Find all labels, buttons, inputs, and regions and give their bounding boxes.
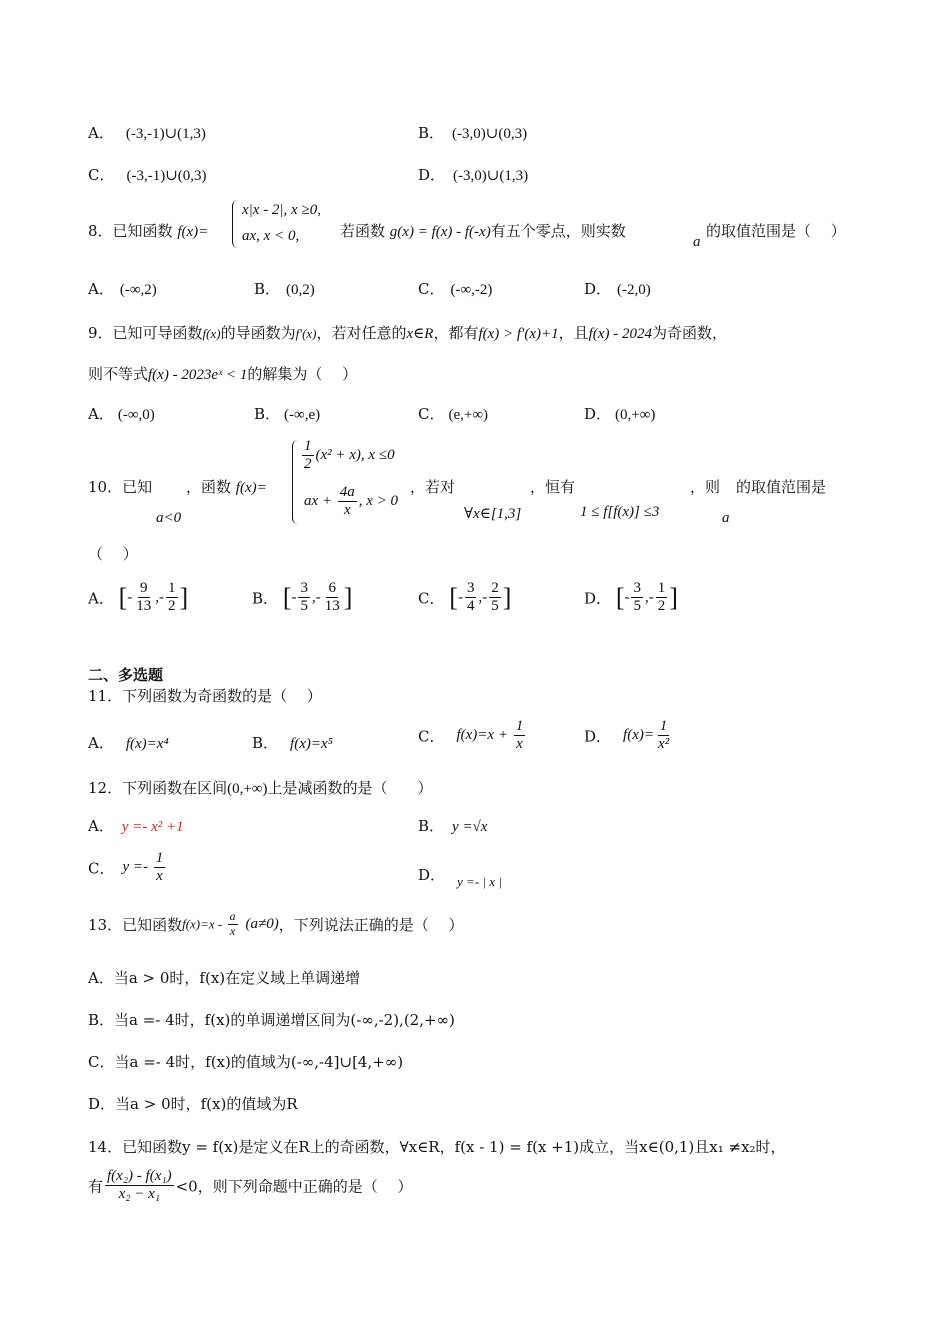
fraction-numerator: 4a xyxy=(338,484,357,502)
question-text: 有五个零点，则实数 xyxy=(490,222,626,240)
fraction-numerator: 1 xyxy=(514,718,526,736)
q10-option-b: B． [- $\frac{3}{5}$ ,- $\frac{6}{13}$ ] xyxy=(252,580,353,615)
option-value: (0,2) xyxy=(286,282,315,298)
interval: (0,+∞) xyxy=(227,781,268,797)
q10-option-c: C． [- $\frac{3}{4}$ ,- $\frac{2}{5}$ ] xyxy=(418,580,512,615)
option-label: D． xyxy=(418,166,446,184)
option-label: C． xyxy=(418,405,445,423)
math-fx: f(x)=x - xyxy=(182,916,226,932)
piecewise-case-1: x|x - 2|, x ≥0, xyxy=(242,202,321,218)
option-label: D． xyxy=(584,589,612,608)
fraction-denominator: 5 xyxy=(491,598,499,615)
q11-option-c xyxy=(418,718,527,754)
q7-option-a xyxy=(88,122,206,143)
fraction-numerator: 9 xyxy=(138,580,150,598)
fraction-denominator: 13 xyxy=(136,598,152,615)
question-text: 的解集为（ ） xyxy=(247,365,358,383)
option-label: B． xyxy=(254,280,281,298)
question-text: 12．下列函数在区间 xyxy=(88,779,228,797)
fraction-numerator: f(x₂) - f(x₁) xyxy=(105,1168,174,1186)
fraction-numerator: 1 xyxy=(166,580,178,598)
fraction-denominator: x xyxy=(156,868,163,885)
fraction-denominator: 2 xyxy=(304,456,312,473)
math-inequality: f(x) > f′(x)+1 xyxy=(478,326,559,342)
question-text: ，下列说法正确的是（ ） xyxy=(278,915,464,934)
bound-expr: 1 ≤ f[f(x)] ≤3 xyxy=(580,504,660,520)
question-text: 的导函数为 xyxy=(220,324,296,342)
q7-option-d xyxy=(418,164,528,185)
q12-option-c xyxy=(88,850,167,886)
question-text: ，都有 xyxy=(433,324,479,342)
case-expression: ax + xyxy=(304,493,336,510)
variable-a: a xyxy=(722,510,730,526)
fraction-numerator: 2 xyxy=(489,580,501,598)
q13-option-d: D．当a > 0时，f(x)的值域为R xyxy=(88,1095,298,1113)
math-fpx: f′(x) xyxy=(295,326,317,341)
option-label: A． xyxy=(88,280,114,298)
q8-stem-start xyxy=(88,220,208,241)
option-label: A． xyxy=(88,124,114,142)
option-value: f(x)=x⁵ xyxy=(290,736,333,752)
question-text: 若函数 xyxy=(340,222,386,240)
option-value: (-∞,2) xyxy=(119,282,157,298)
function-g: g(x) = f(x) - f(-x) xyxy=(389,224,491,240)
function-label: f(x)= xyxy=(235,480,267,496)
fraction-denominator: 2 xyxy=(657,598,666,615)
option-value: y =- xyxy=(122,859,152,876)
question-text: <0，则下列命题中正确的是（ ） xyxy=(175,1177,413,1196)
q12-option-d xyxy=(418,864,502,889)
q8-option-c xyxy=(418,278,492,299)
q10-function xyxy=(186,476,267,497)
q12-stem xyxy=(88,777,433,798)
q13-option-b: B．当a =- 4时，f(x)的单调递增区间为(-∞,-2),(2,+∞) xyxy=(88,1011,455,1029)
question-text: 11．下列函数为奇函数的是（ ） xyxy=(88,687,322,705)
q9-option-d xyxy=(584,403,655,424)
forall-expr: ∀x∈[1,3] xyxy=(464,506,522,522)
fraction-numerator: 1 xyxy=(154,850,166,868)
fraction-denominator: 4 xyxy=(466,598,475,615)
option-label: D． xyxy=(418,866,446,884)
q9-option-b xyxy=(254,403,320,424)
q7-option-b xyxy=(418,122,527,143)
option-label: C． xyxy=(418,589,445,608)
option-label: C． xyxy=(88,859,115,878)
option-value: (-3,0)∪(0,3) xyxy=(452,126,528,142)
fraction-denominator: x xyxy=(516,736,523,753)
option-label: D． xyxy=(584,405,612,423)
option-label: B． xyxy=(418,124,445,142)
q12-option-a xyxy=(88,815,184,836)
q13-option-c: C．当a =- 4时，f(x)的值域为(-∞,-4]∪[4,+∞) xyxy=(88,1053,404,1071)
option-label: A． xyxy=(88,589,114,608)
q8-option-d xyxy=(584,278,651,299)
option-value: (-2,0) xyxy=(617,282,651,298)
function-label: f(x)= xyxy=(177,224,209,240)
question-text: ，恒有 xyxy=(530,478,576,496)
question-text: ，函数 xyxy=(186,478,232,496)
condition-a: a<0 xyxy=(156,510,182,526)
question-text: 10．已知 xyxy=(88,478,153,496)
option-value: f(x)=x⁴ xyxy=(125,736,169,752)
section-heading: 二、多选题 xyxy=(88,666,164,684)
option-value: y =- x² +1 xyxy=(121,819,184,835)
fraction-numerator: 6 xyxy=(326,580,338,598)
fraction-numerator: 3 xyxy=(298,580,310,598)
option-value: f(x)= xyxy=(623,727,654,744)
q8-option-a xyxy=(88,278,157,299)
fraction-numerator: 1 xyxy=(656,580,668,598)
q9-option-c xyxy=(418,403,488,424)
condition: (a≠0) xyxy=(245,915,279,932)
question-text: 8．已知函数 xyxy=(88,222,173,240)
fraction-numerator: 3 xyxy=(631,580,643,598)
math-fx: f(x) xyxy=(202,326,221,341)
piecewise-brace xyxy=(232,200,241,248)
answer-paren: （ ） xyxy=(88,545,138,563)
question-text: 的取值范围是 xyxy=(736,478,827,496)
fraction-denominator: 2 xyxy=(168,598,176,615)
question-text: 则不等式 xyxy=(88,365,149,383)
option-value: (-∞,-2) xyxy=(450,282,493,298)
q9-line-1 xyxy=(88,322,727,343)
question-text: ，则 xyxy=(690,478,721,496)
option-value: (-3,-1)∪(0,3) xyxy=(126,168,207,184)
option-value: (-3,-1)∪(1,3) xyxy=(125,126,206,142)
option-value: f(x)=x + xyxy=(456,727,512,744)
option-label: A． xyxy=(88,405,114,423)
option-label: C． xyxy=(88,166,115,184)
q11-option-d xyxy=(584,718,673,754)
q9-option-a xyxy=(88,403,155,424)
fraction-denominator: 5 xyxy=(633,598,641,615)
q8-stem-end xyxy=(340,220,626,241)
option-label: C． xyxy=(418,727,445,746)
math-xr: x∈R xyxy=(406,326,434,342)
question-text: ，若对任意的 xyxy=(316,324,407,342)
q9-line-2 xyxy=(88,363,357,384)
q13-stem xyxy=(88,910,464,939)
fraction-numerator: 3 xyxy=(465,580,477,598)
option-label: B． xyxy=(254,405,281,423)
option-label: D． xyxy=(584,280,612,298)
question-text: ，若对 xyxy=(410,478,456,496)
option-value: (-∞,e) xyxy=(284,407,321,423)
option-label: D． xyxy=(584,727,612,746)
q13-option-a: A．当a > 0时，f(x)在定义域上单调递增 xyxy=(88,969,361,987)
question-text: 为奇函数， xyxy=(651,324,727,342)
option-value: (0,+∞) xyxy=(615,407,656,423)
option-label: B． xyxy=(252,589,279,608)
case-expression: (x² + x), x ≤0 xyxy=(315,447,395,464)
variable-a: a xyxy=(693,234,701,250)
fraction-denominator: 5 xyxy=(300,598,308,615)
question-text: ，且 xyxy=(558,324,589,342)
fraction-denominator: x² xyxy=(657,736,670,753)
q11-option-a xyxy=(88,732,169,753)
q10-option-a: A． [- $\frac{9}{13}$ ,- $\frac{1}{2}$ ] xyxy=(88,580,189,615)
piecewise-case-2 xyxy=(304,484,398,520)
q8-option-b xyxy=(254,278,315,299)
option-label: A． xyxy=(88,734,114,752)
piecewise-case-1 xyxy=(300,438,395,474)
option-value: (-∞,0) xyxy=(117,407,155,423)
q10-option-d: D． [- $\frac{3}{5}$ ,- $\frac{1}{2}$ ] xyxy=(584,580,678,615)
option-label: B． xyxy=(252,734,279,752)
question-text: 有 xyxy=(88,1177,104,1196)
question-text: 9．已知可导函数 xyxy=(88,324,203,342)
fraction-denominator: 13 xyxy=(324,598,340,615)
q14-line-1: 14．已知函数y = f(x)是定义在R上的奇函数，∀x∈R，f(x - 1) = f(x +1)成立，当x∈(0,1)且x₁ ≠x₂时， xyxy=(88,1138,786,1156)
piecewise-case-2: ax, x < 0, xyxy=(242,228,300,244)
q14-line-2 xyxy=(88,1168,412,1204)
question-text: 的取值范围是（ ） xyxy=(706,222,846,240)
math-inequality-2: f(x) - 2023eˣ < 1 xyxy=(148,367,248,383)
option-label: C． xyxy=(418,280,445,298)
fraction-numerator: 1 xyxy=(658,718,670,736)
math-odd: f(x) - 2024 xyxy=(588,326,652,342)
option-value: (-3,0)∪(1,3) xyxy=(453,168,529,184)
q12-option-b xyxy=(418,815,487,836)
option-value: (e,+∞) xyxy=(448,407,489,423)
fraction-numerator: a xyxy=(229,909,236,923)
option-label: A． xyxy=(88,817,114,835)
option-label: B． xyxy=(418,817,445,835)
option-value: y =√x xyxy=(452,819,488,835)
fraction-denominator: x xyxy=(343,502,351,519)
fraction-denominator: x xyxy=(229,923,236,938)
fraction-numerator: 1 xyxy=(302,438,314,456)
question-text: 13．已知函数 xyxy=(88,915,183,934)
q7-option-c xyxy=(88,164,207,185)
question-text: 上是减函数的是（ ） xyxy=(267,779,433,797)
fraction-denominator: x₂ − x₁ xyxy=(118,1186,160,1203)
case-expression: , x > 0 xyxy=(358,493,399,510)
option-value: y =- | x | xyxy=(457,874,502,889)
q11-option-b xyxy=(252,732,333,753)
